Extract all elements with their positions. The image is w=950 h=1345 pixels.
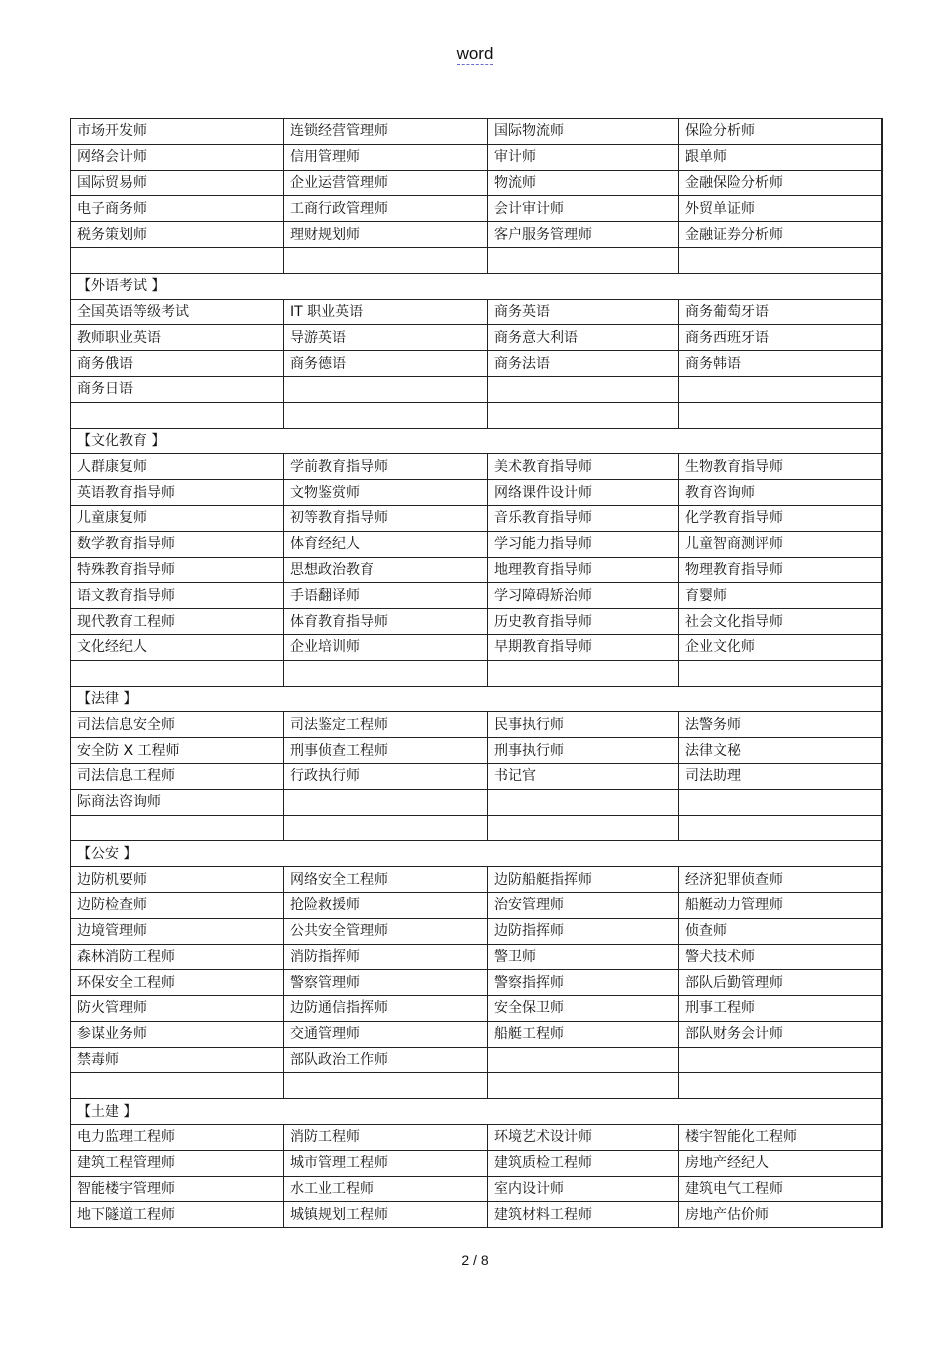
table-cell: 侦查师 <box>679 918 882 944</box>
table-cell: 理财规划师 <box>284 222 488 248</box>
table-cell: 企业运营管理师 <box>284 170 488 196</box>
table-cell: 企业文化师 <box>679 634 882 660</box>
table-cell: 警卫师 <box>488 944 679 970</box>
table-cell: IT 职业英语 <box>284 299 488 325</box>
table-row <box>71 144 882 170</box>
table-row <box>71 789 882 815</box>
section-header-row <box>71 1099 882 1125</box>
table-cell <box>679 660 882 686</box>
table-cell: 教师职业英语 <box>71 325 284 351</box>
table-cell: 信用管理师 <box>284 144 488 170</box>
table-row <box>71 763 882 789</box>
table-cell: 室内设计师 <box>488 1176 679 1202</box>
table-cell: 环境艺术设计师 <box>488 1125 679 1151</box>
table-cell: 际商法咨询师 <box>71 789 284 815</box>
table-cell: 语文教育指导师 <box>71 583 284 609</box>
table-cell: 交通管理师 <box>284 1021 488 1047</box>
table-cell: 边防检查师 <box>71 892 284 918</box>
table-cell: 建筑质检工程师 <box>488 1150 679 1176</box>
table-cell: 抢险救援师 <box>284 892 488 918</box>
table-cell: 金融证券分析师 <box>679 222 882 248</box>
table-row <box>71 505 882 531</box>
table-cell <box>284 660 488 686</box>
table-cell: 文化经纪人 <box>71 634 284 660</box>
section-header-row <box>71 428 882 454</box>
table-row <box>71 867 882 893</box>
table-cell: 防火管理师 <box>71 996 284 1022</box>
table-cell <box>488 1073 679 1099</box>
table-cell: 边防船艇指挥师 <box>488 867 679 893</box>
table-cell: 边防机要师 <box>71 867 284 893</box>
table-cell: 美术教育指导师 <box>488 454 679 480</box>
table-row <box>71 480 882 506</box>
table-cell: 地理教育指导师 <box>488 557 679 583</box>
table-cell: 英语教育指导师 <box>71 480 284 506</box>
table-row <box>71 609 882 635</box>
table-cell <box>488 660 679 686</box>
table-cell: 房地产经纪人 <box>679 1150 882 1176</box>
table-cell: 物流师 <box>488 170 679 196</box>
table-row <box>71 119 882 145</box>
table-cell: 文物鉴赏师 <box>284 480 488 506</box>
table-row <box>71 1125 882 1151</box>
table-cell: 历史教育指导师 <box>488 609 679 635</box>
table-row <box>71 892 882 918</box>
table-cell: 社会文化指导师 <box>679 609 882 635</box>
job-title-table <box>70 118 883 1228</box>
table-cell: 手语翻译师 <box>284 583 488 609</box>
table-cell: 生物教育指导师 <box>679 454 882 480</box>
table-cell: 消防指挥师 <box>284 944 488 970</box>
table-row <box>71 815 882 841</box>
table-cell: 城镇规划工程师 <box>284 1202 488 1228</box>
table-cell: 部队政治工作师 <box>284 1047 488 1073</box>
table-cell: 建筑工程管理师 <box>71 1150 284 1176</box>
table-cell: 全国英语等级考试 <box>71 299 284 325</box>
table-cell: 初等教育指导师 <box>284 505 488 531</box>
table-cell: 跟单师 <box>679 144 882 170</box>
section-title: 【文化教育 】 <box>71 428 882 454</box>
table-row <box>71 376 882 402</box>
table-cell: 音乐教育指导师 <box>488 505 679 531</box>
table-cell: 市场开发师 <box>71 119 284 145</box>
table-cell: 网络安全工程师 <box>284 867 488 893</box>
table-cell: 儿童康复师 <box>71 505 284 531</box>
table-cell: 外贸单证师 <box>679 196 882 222</box>
table-cell: 地下隧道工程师 <box>71 1202 284 1228</box>
table-cell <box>679 376 882 402</box>
table-cell <box>71 247 284 273</box>
table-row <box>71 970 882 996</box>
table-cell: 网络课件设计师 <box>488 480 679 506</box>
table-row <box>71 634 882 660</box>
table-cell: 商务德语 <box>284 351 488 377</box>
table-cell: 保险分析师 <box>679 119 882 145</box>
table-cell: 警察管理师 <box>284 970 488 996</box>
section-title: 【公安 】 <box>71 841 882 867</box>
table-row <box>71 1021 882 1047</box>
table-cell: 刑事工程师 <box>679 996 882 1022</box>
table-cell <box>71 660 284 686</box>
table-cell: 体育教育指导师 <box>284 609 488 635</box>
table-cell: 工商行政管理师 <box>284 196 488 222</box>
table-cell: 商务英语 <box>488 299 679 325</box>
section-title: 【外语考试 】 <box>71 273 882 299</box>
table-cell <box>488 1047 679 1073</box>
table-row <box>71 454 882 480</box>
table-row <box>71 299 882 325</box>
table-cell <box>679 1047 882 1073</box>
table-cell <box>284 247 488 273</box>
table-row <box>71 170 882 196</box>
table-cell: 消防工程师 <box>284 1125 488 1151</box>
table-cell: 会计审计师 <box>488 196 679 222</box>
table-cell: 安全保卫师 <box>488 996 679 1022</box>
table-cell: 电子商务师 <box>71 196 284 222</box>
table-cell: 司法鉴定工程师 <box>284 712 488 738</box>
table-row <box>71 738 882 764</box>
table-cell: 行政执行师 <box>284 763 488 789</box>
table-row <box>71 1176 882 1202</box>
table-row <box>71 583 882 609</box>
table-cell: 警察指挥师 <box>488 970 679 996</box>
table-cell: 商务葡萄牙语 <box>679 299 882 325</box>
header-title: word <box>456 44 494 63</box>
table-cell: 教育咨询师 <box>679 480 882 506</box>
table-cell: 建筑电气工程师 <box>679 1176 882 1202</box>
table-row <box>71 325 882 351</box>
page-number: 2 / 8 <box>461 1252 489 1268</box>
table-cell: 边防指挥师 <box>488 918 679 944</box>
table-cell: 客户服务管理师 <box>488 222 679 248</box>
table-row <box>71 222 882 248</box>
table-cell: 公共安全管理师 <box>284 918 488 944</box>
table-cell <box>488 815 679 841</box>
table-cell: 司法助理 <box>679 763 882 789</box>
table-cell: 船艇动力管理师 <box>679 892 882 918</box>
table-cell: 导游英语 <box>284 325 488 351</box>
table-cell: 商务意大利语 <box>488 325 679 351</box>
table-cell: 司法信息安全师 <box>71 712 284 738</box>
table-row <box>71 402 882 428</box>
table-cell: 学习能力指导师 <box>488 531 679 557</box>
table-cell: 森林消防工程师 <box>71 944 284 970</box>
table-row <box>71 944 882 970</box>
table-cell <box>284 402 488 428</box>
table-cell: 环保安全工程师 <box>71 970 284 996</box>
table-cell <box>71 1073 284 1099</box>
table-cell: 网络会计师 <box>71 144 284 170</box>
table-cell <box>679 789 882 815</box>
table-cell: 商务日语 <box>71 376 284 402</box>
table-cell: 城市管理工程师 <box>284 1150 488 1176</box>
table-cell: 育婴师 <box>679 583 882 609</box>
table-cell: 早期教育指导师 <box>488 634 679 660</box>
table-cell: 学前教育指导师 <box>284 454 488 480</box>
table-cell: 刑事执行师 <box>488 738 679 764</box>
table-cell: 参谋业务师 <box>71 1021 284 1047</box>
table-cell: 儿童智商测评师 <box>679 531 882 557</box>
table-cell <box>488 789 679 815</box>
table-cell: 经济犯罪侦查师 <box>679 867 882 893</box>
section-header-row <box>71 273 882 299</box>
table-row <box>71 660 882 686</box>
table-cell <box>284 1073 488 1099</box>
table-row <box>71 196 882 222</box>
table-row <box>71 996 882 1022</box>
table-cell: 船艇工程师 <box>488 1021 679 1047</box>
table-cell <box>679 815 882 841</box>
table-cell: 审计师 <box>488 144 679 170</box>
table-cell: 安全防 X 工程师 <box>71 738 284 764</box>
table-cell <box>284 789 488 815</box>
table-cell: 思想政治教育 <box>284 557 488 583</box>
page-header <box>0 44 950 64</box>
table-cell: 数学教育指导师 <box>71 531 284 557</box>
section-title: 【法律 】 <box>71 686 882 712</box>
table-cell: 智能楼宇管理师 <box>71 1176 284 1202</box>
table-cell <box>679 247 882 273</box>
table-cell: 人群康复师 <box>71 454 284 480</box>
table-row <box>71 351 882 377</box>
table-row <box>71 918 882 944</box>
table-cell: 体育经纪人 <box>284 531 488 557</box>
table-cell: 特殊教育指导师 <box>71 557 284 583</box>
table-cell: 电力监理工程师 <box>71 1125 284 1151</box>
table-cell <box>488 402 679 428</box>
table-cell: 水工业工程师 <box>284 1176 488 1202</box>
table-cell <box>71 815 284 841</box>
section-header-row <box>71 686 882 712</box>
table-cell: 法警务师 <box>679 712 882 738</box>
table-cell: 连锁经营管理师 <box>284 119 488 145</box>
table-cell: 物理教育指导师 <box>679 557 882 583</box>
table-cell <box>284 376 488 402</box>
table-cell: 房地产估价师 <box>679 1202 882 1228</box>
table-row <box>71 1073 882 1099</box>
table-cell: 国际物流师 <box>488 119 679 145</box>
table-cell: 学习障碍矫治师 <box>488 583 679 609</box>
table-cell: 民事执行师 <box>488 712 679 738</box>
table-row <box>71 247 882 273</box>
table-cell: 警犬技术师 <box>679 944 882 970</box>
table-cell: 国际贸易师 <box>71 170 284 196</box>
section-title: 【土建 】 <box>71 1099 882 1125</box>
table-cell: 禁毒师 <box>71 1047 284 1073</box>
table-cell: 法律文秘 <box>679 738 882 764</box>
table-cell <box>488 247 679 273</box>
table-cell: 治安管理师 <box>488 892 679 918</box>
table-cell <box>71 402 284 428</box>
table-cell: 书记官 <box>488 763 679 789</box>
table-cell <box>679 402 882 428</box>
table-cell: 税务策划师 <box>71 222 284 248</box>
table-cell: 刑事侦查工程师 <box>284 738 488 764</box>
section-header-row <box>71 841 882 867</box>
table-cell: 商务西班牙语 <box>679 325 882 351</box>
table-cell: 现代教育工程师 <box>71 609 284 635</box>
table-cell: 司法信息工程师 <box>71 763 284 789</box>
table-cell: 建筑材料工程师 <box>488 1202 679 1228</box>
table-cell: 部队财务会计师 <box>679 1021 882 1047</box>
table-cell: 化学教育指导师 <box>679 505 882 531</box>
table-row <box>71 1202 882 1228</box>
table-cell: 部队后勤管理师 <box>679 970 882 996</box>
table-cell: 边防通信指挥师 <box>284 996 488 1022</box>
table-cell: 商务俄语 <box>71 351 284 377</box>
table-row <box>71 531 882 557</box>
table-cell: 商务韩语 <box>679 351 882 377</box>
table-cell: 金融保险分析师 <box>679 170 882 196</box>
table-row <box>71 1150 882 1176</box>
table-row <box>71 557 882 583</box>
table-cell <box>679 1073 882 1099</box>
table-row <box>71 712 882 738</box>
table-row <box>71 1047 882 1073</box>
table-cell <box>284 815 488 841</box>
table-cell: 企业培训师 <box>284 634 488 660</box>
table-cell: 楼宇智能化工程师 <box>679 1125 882 1151</box>
table-cell: 商务法语 <box>488 351 679 377</box>
table-cell <box>488 376 679 402</box>
table-cell: 边境管理师 <box>71 918 284 944</box>
